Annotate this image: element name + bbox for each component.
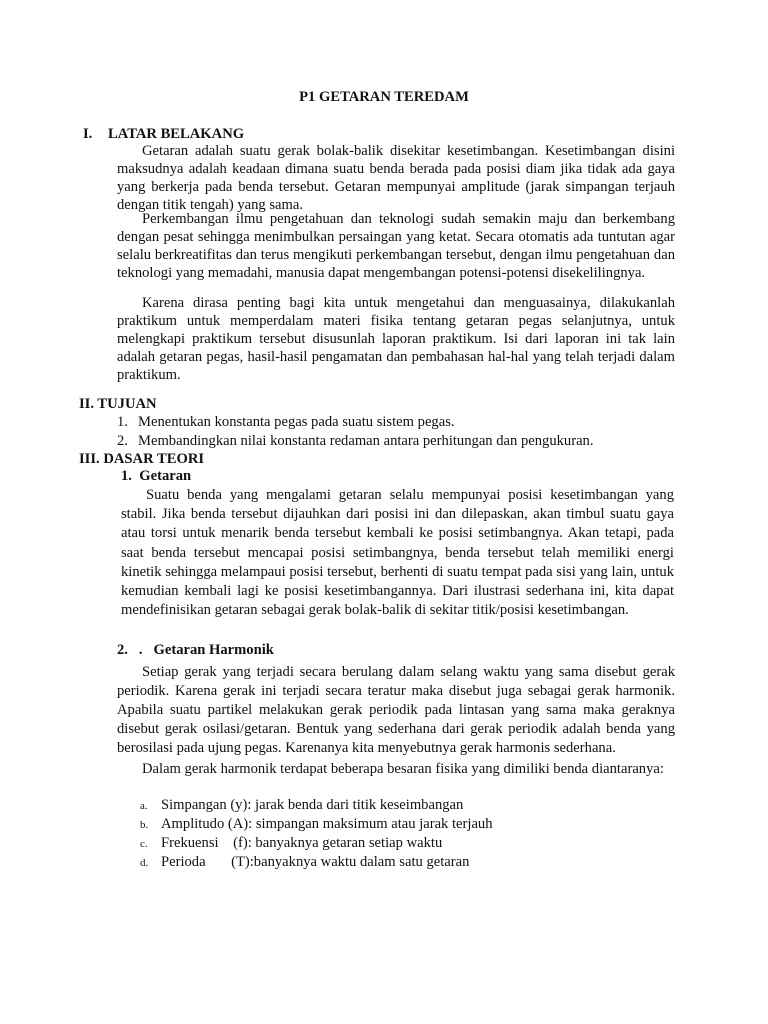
list-marker: 2. [117, 433, 128, 449]
subsection-marker: 2. . [117, 642, 143, 658]
list-item-text: Simpangan (y): jarak benda dari titik keseimbangan [161, 797, 464, 813]
besaran-list [140, 796, 493, 872]
list-marker: b. [140, 819, 149, 831]
list-marker: c. [140, 838, 148, 850]
paragraph-latar-belakang-2: Perkembangan ilmu pengetahuan dan teknologi sudah semakin maju dan berkembang dengan pesat sehingga menimbulkan persaingan yang ketat. Secara otomatis ada tuntutan agar selalu berkreatifitas dan terus mengikuti perkembangan tersebut, dengan ilmu pengetahuan dan teknologi yang memadahi, manusia dapat mengembangan potensi-potensi disekelilingnya. [117, 211, 675, 281]
section-number: II. [79, 396, 95, 412]
paragraph-getaran-harmonik-1: Setiap gerak yang terjadi secara berulang dalam selang waktu yang sama disebut gerak periodik. Karena gerak ini terjadi secara teratur maka disebut juga sebagai gerak harmonik. Apabila suatu partikel melakukan gerak periodik pada lintasan yang sama maka geraknya disebut gerak osilasi/getaran. Bentuk yang sederhana dari gerak periodik adalah benda yang berosilasi pada ujung pegas. Karenanya kita menyebutnya gerak harmonis sederhana. [117, 664, 675, 756]
section-title: DASAR TEORI [103, 451, 205, 467]
paragraph-latar-belakang-3: Karena dirasa penting bagi kita untuk mengetahui dan menguasainya, dilakukanlah praktikum untuk memperdalam materi fisika tentang getaran pegas selanjutnya, untuk melengkapi praktikum tersebut disusunlah laporan praktikum. Isi dari laporan ini tak lain adalah getaran pegas, hasil-hasil pengamatan dan pembahasan hal-hal yang telah terjadi dalam praktikum. [117, 295, 675, 383]
list-item [140, 853, 493, 872]
list-item-text: Menentukan konstanta pegas pada suatu sistem pegas. [138, 414, 455, 430]
document-title: P1 GETARAN TEREDAM [299, 89, 469, 105]
subsection-title: Getaran Harmonik [153, 642, 274, 658]
section-heading-latar-belakang [83, 125, 244, 143]
paragraph-latar-belakang-1: Getaran adalah suatu gerak bolak-balik disekitar kesetimbangan. Kesetimbangan disini maksudnya adalah keadaan dimana suatu benda berada pada posisi diam jika tidak ada gaya yang berkerja pada benda tersebut. Getaran mempunyai amplitude (jarak simpangan terjauh dengan titik tengah) yang sama. [117, 143, 675, 213]
section-heading-dasar-teori [79, 450, 204, 468]
list-item-text: Perioda (T):banyaknya waktu dalam satu getaran [161, 854, 470, 870]
section-heading-tujuan [79, 395, 157, 413]
section-number: III. [79, 451, 100, 467]
tujuan-list [117, 413, 594, 451]
list-item-text: Frekuensi (f): banyaknya getaran setiap waktu [161, 835, 443, 851]
paragraph-getaran: Suatu benda yang mengalami getaran selalu mempunyai posisi kesetimbangan yang stabil. Jika benda tersebut dijauhkan dari posisi ini dan dilepaskan, akan timbul suatu gaya atau torsi untuk menarik benda tersebut kembali ke posisi setimbangnya. Akan tetapi, pada saat benda tersebut mencapai posisi setimbangnya, benda tersebut telah memiliki energi kinetik sehingga melampaui posisi tersebut, berhenti di suatu tempat pada sisi yang lain, untuk kemudian kembali lagi ke posisi kesetimbangannya. Dari ilustrasi sederhana ini, kita dapat mendefinisikan getaran sebagai gerak bolak-balik di sekitar titik/posisi kesetimbangan. [121, 487, 674, 619]
list-marker: d. [140, 857, 149, 869]
subsection-heading-getaran-harmonik [117, 641, 274, 659]
subsection-title: Getaran [139, 468, 192, 484]
subsection-heading-getaran [121, 467, 191, 485]
list-item-text: Membandingkan nilai konstanta redaman antara perhitungan dan pengukuran. [138, 433, 594, 449]
paragraph-getaran-harmonik-2: Dalam gerak harmonik terdapat beberapa besaran fisika yang dimiliki benda diantaranya: [142, 761, 664, 777]
list-marker: a. [140, 800, 148, 812]
list-item [117, 413, 594, 432]
list-item [117, 432, 594, 451]
list-item [140, 796, 493, 815]
section-title: LATAR BELAKANG [108, 126, 245, 142]
list-item [140, 834, 493, 853]
subsection-marker: 1. [121, 468, 132, 484]
list-item-text: Amplitudo (A): simpangan maksimum atau jarak terjauh [161, 816, 493, 832]
list-marker: 1. [117, 414, 128, 430]
section-title: TUJUAN [97, 396, 157, 412]
list-item [140, 815, 493, 834]
section-number: I. [83, 126, 93, 142]
